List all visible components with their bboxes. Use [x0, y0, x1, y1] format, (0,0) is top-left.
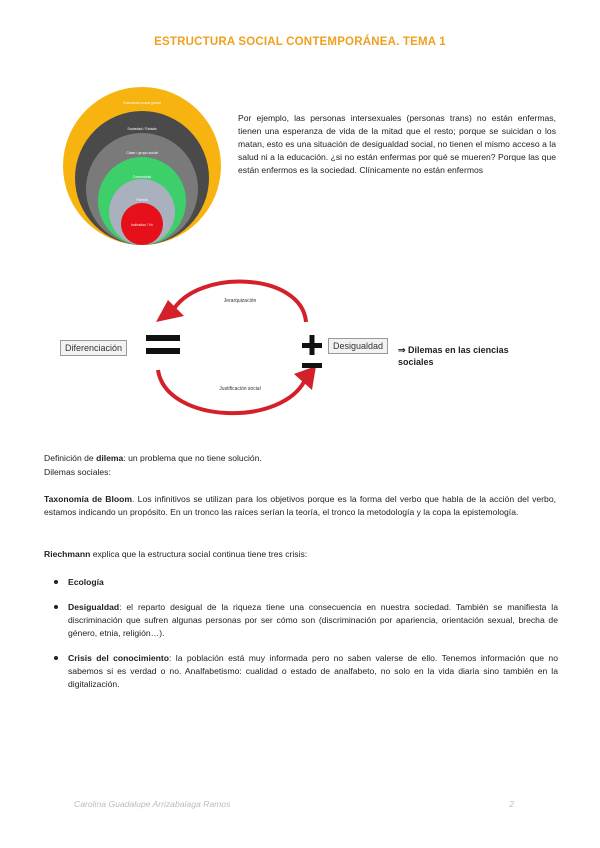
bottom-arrow-head: [294, 366, 316, 390]
bullet-icon: [54, 580, 58, 584]
circle-label: Familia: [136, 198, 148, 202]
equal-sign-bottom: [146, 348, 180, 354]
bloom-term: Taxonomía de Bloom: [44, 494, 133, 504]
page-title: ESTRUCTURA SOCIAL CONTEMPORÁNEA. TEMA 1: [154, 36, 446, 48]
list-item: Crisis del conocimiento: la población está muy informada pero no saben valerse de ello. Tenemos información que no sabemos si es verdad o no. Analfabetismo: cualidad o estado de analfabeto, no solo en la vida diaria sino también en la digitalización.: [44, 652, 558, 691]
circle-label: Sociedad / Estado: [127, 127, 157, 131]
page-number: 2: [509, 799, 514, 809]
circle-label: Individuo / Yo: [131, 223, 153, 227]
cycle-arrows: [144, 272, 334, 422]
dilemas-sociales-line: Dilemas sociales:: [44, 467, 111, 477]
circle-label: Clase / grupo social: [126, 151, 158, 155]
list-item: Desigualdad: el reparto desigual de la riqueza tiene una consecuencia en nuestra sociedad. También se manifiesta la discriminación que sufren algunas personas por ser cómo son (discriminación por apariencia, orientación sexual, brecha de género, etnia, religión…).: [44, 601, 558, 640]
concentric-circles-diagram: [62, 82, 222, 250]
cycle-diagram: [60, 272, 540, 422]
intro-paragraph: Por ejemplo, las personas intersexuales (personas trans) no están enfermas, tienen una esperanza de vida de la mitad que el resto; porque se suicidan o los matan, esto es una situación de desigualdad social, no tienen el mismo acceso a la salud ni a la educación. ¿si no están enfermas por qué se mueren? Porque las que están enfermos es la sociedad. Clínicamente no están enfermos: [238, 113, 556, 175]
bullet-icon: [54, 656, 58, 660]
bloom-paragraph: Taxonomía de Bloom. Los infinitivos se utilizan para los objetivos porque es la forma del verbo que habla de la acción del verbo, estamos indicando un propósito. En un tronco las raíces serían la teoría, el tronco la metodología y la copa la epistemología.: [44, 494, 556, 517]
bullet-icon: [54, 605, 58, 609]
circle-label: Comunidad: [132, 175, 152, 179]
footer-author: Carolina Guadalupe Arrizabalaga Ramos: [74, 799, 231, 809]
crises-list: [44, 576, 558, 702]
bottom-cycle-label: Justificación social: [219, 386, 261, 392]
definition-line: Definición de dilema: un problema que no tiene solución.: [44, 453, 262, 463]
list-item: Ecología: [44, 576, 558, 589]
riechmann-paragraph: Riechmann explica que la estructura social continua tiene tres crisis:: [44, 549, 308, 559]
dilemas-note: ⇒ Dilemas en las ciencias sociales: [398, 345, 509, 367]
desigualdad-box: Desigualdad: [328, 338, 388, 354]
top-cycle-label: Jerarquización: [223, 298, 257, 304]
circle-label: Estructura social global: [123, 101, 161, 105]
minus-sign: [302, 363, 322, 368]
diferenciacion-box: Diferenciación: [60, 340, 127, 356]
equal-sign-top: [146, 335, 180, 341]
plus-vertical: [310, 335, 315, 355]
riechmann-term: Riechmann: [44, 549, 91, 559]
dilema-term: dilema: [96, 453, 124, 463]
footer: [74, 799, 524, 809]
